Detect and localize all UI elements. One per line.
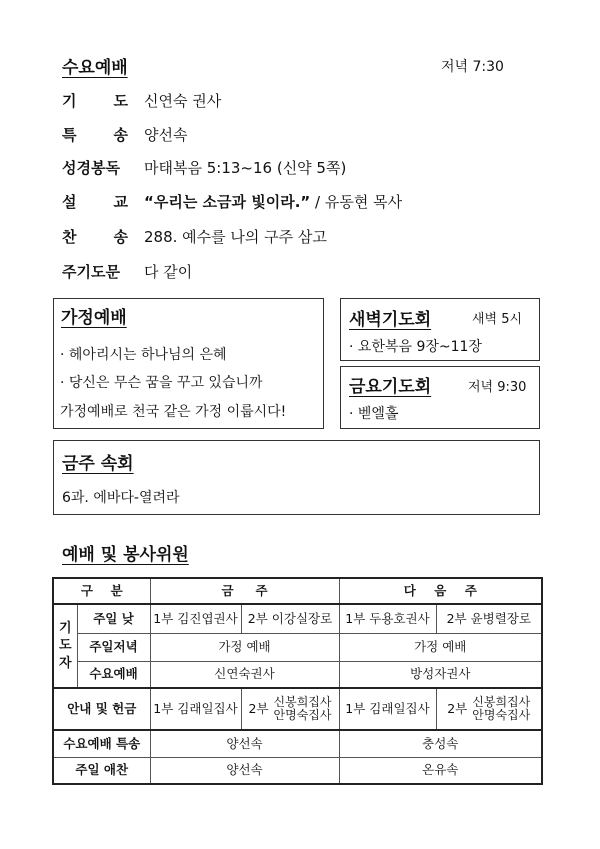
prayer-leader-label: 기 도 자 <box>53 604 77 688</box>
home-worship-line-3: 가정예배로 천국 같은 가정 이룹시다! <box>60 404 287 420</box>
guide-this-2: 2부 신봉희집사 안명숙집사 <box>241 688 339 730</box>
sunday-eve-label: 주일저녁 <box>77 633 150 661</box>
guide-this-1: 1부 김래일집사 <box>150 688 241 730</box>
order-row-special-song: 특 송 양선속 <box>62 126 188 144</box>
special-next: 충성속 <box>339 730 542 757</box>
sunday-day-next-1: 1부 두용호권사 <box>339 604 436 633</box>
flower-next: 온유속 <box>339 757 542 784</box>
guide-next-2: 2부 신봉희집사 안명숙집사 <box>436 688 542 730</box>
flower-this: 양선속 <box>150 757 339 784</box>
friday-prayer-title: 금요기도회 <box>349 377 432 397</box>
order-row-prayer: 기 도 신연숙 권사 <box>62 92 222 110</box>
friday-prayer-box <box>340 366 540 429</box>
flower-label: 주일 애찬 <box>53 757 150 784</box>
friday-prayer-line: · 벧엘홀 <box>349 406 399 422</box>
weekly-meeting-title: 금주 속회 <box>62 454 134 474</box>
duty-row-sunday-day <box>53 604 542 633</box>
special-label: 수요예배 특송 <box>53 730 150 757</box>
duty-row-fellowship-meal <box>53 757 542 784</box>
prayer-value: 신연숙 권사 <box>144 92 222 110</box>
header-this-week: 금 주 <box>150 578 339 604</box>
header-category: 구 분 <box>53 578 150 604</box>
hymn-value: 288. 예수를 나의 구주 삼고 <box>144 228 327 246</box>
wednesday-time: 저녁 7:30 <box>441 59 504 75</box>
home-worship-line-2: · 당신은 무슨 꿈을 꾸고 있습니까 <box>60 375 263 391</box>
wednesday-title: 수요예배 <box>62 58 128 78</box>
dawn-prayer-time: 새벽 5시 <box>472 312 523 327</box>
duty-row-sunday-evening <box>53 633 542 661</box>
scripture-value: 마태복음 5:13~16 (신약 5쪽) <box>144 159 347 177</box>
duty-row-special-song <box>53 730 542 757</box>
wednesday-this: 신연숙권사 <box>150 661 339 688</box>
duty-title: 예배 및 봉사위원 <box>62 545 189 565</box>
home-worship-box <box>53 298 324 429</box>
lords-prayer-value: 다 같이 <box>144 263 193 281</box>
sunday-eve-this: 가정 예배 <box>150 633 339 661</box>
wednesday-next: 방성자권사 <box>339 661 542 688</box>
duty-table <box>52 577 543 785</box>
dawn-prayer-box <box>340 298 540 361</box>
home-worship-title: 가정예배 <box>61 308 127 328</box>
sunday-day-this-1: 1부 김진엽권사 <box>150 604 241 633</box>
home-worship-line-1: · 헤아리시는 하나님의 은혜 <box>60 347 227 363</box>
dawn-prayer-line: · 요한복음 9장~11장 <box>349 339 482 355</box>
header-next-week: 다 음 주 <box>339 578 542 604</box>
sunday-day-label: 주일 낮 <box>77 604 150 633</box>
sunday-eve-next: 가정 예배 <box>339 633 542 661</box>
sermon-value: “우리는 소금과 빛이라.” / 유동현 목사 <box>144 193 403 211</box>
special-song-value: 양선속 <box>144 126 188 144</box>
dawn-prayer-title: 새벽기도회 <box>349 310 432 330</box>
order-row-lords-prayer: 주기도문 다 같이 <box>62 263 193 281</box>
wednesday-label: 수요예배 <box>77 661 150 688</box>
sunday-day-next-2: 2부 윤병렬장로 <box>436 604 542 633</box>
weekly-meeting-line: 6과. 에바다-열려라 <box>62 490 180 506</box>
order-row-hymn: 찬 송 288. 예수를 나의 구주 삼고 <box>62 228 327 246</box>
duty-row-guide <box>53 688 542 730</box>
friday-prayer-time: 저녁 9:30 <box>468 380 527 395</box>
sunday-day-this-2: 2부 이강실장로 <box>241 604 339 633</box>
weekly-meeting-box <box>53 440 540 515</box>
guide-label: 안내 및 헌금 <box>53 688 150 730</box>
guide-next-1: 1부 김래일집사 <box>339 688 436 730</box>
duty-header-row <box>53 578 542 604</box>
order-row-sermon: 설 교 “우리는 소금과 빛이라.” / 유동현 목사 <box>62 193 403 211</box>
order-row-scripture: 성경봉독 마태복음 5:13~16 (신약 5쪽) <box>62 159 347 177</box>
duty-row-wednesday <box>53 661 542 688</box>
special-this: 양선속 <box>150 730 339 757</box>
